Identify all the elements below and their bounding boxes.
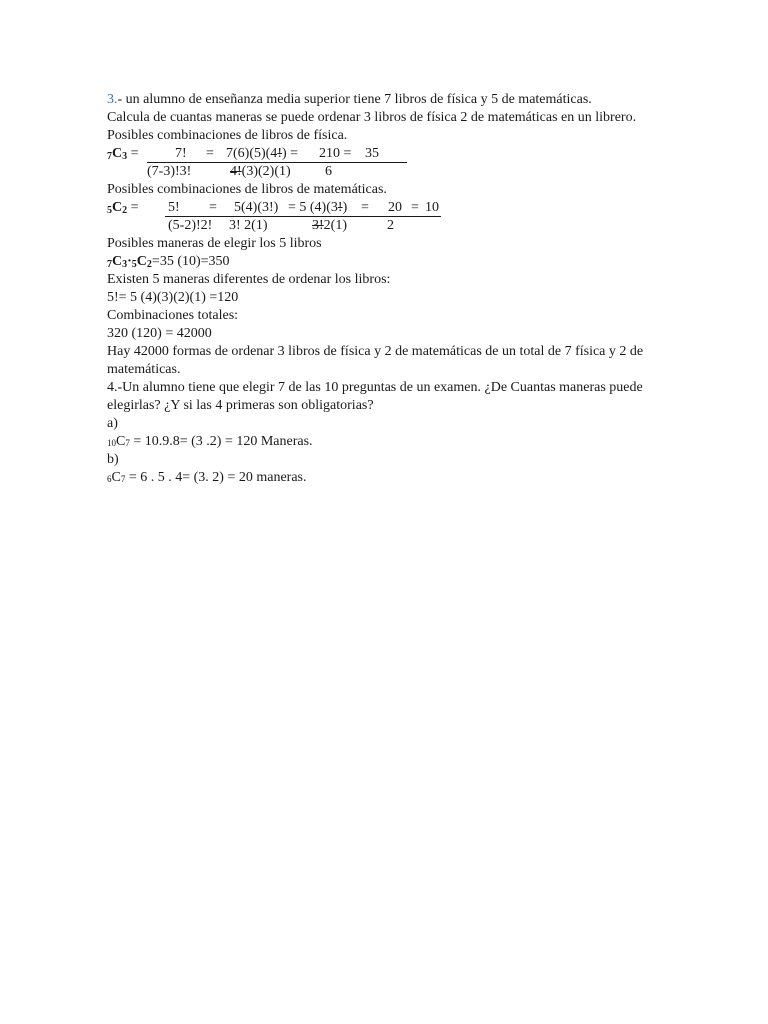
c52-bot-d: 2 bbox=[387, 218, 394, 233]
comb-totales-line: Combinaciones totales: bbox=[107, 308, 239, 323]
mate-heading: Posibles combinaciones de libros de matemáticas. bbox=[107, 182, 387, 197]
total-calc-line: 320 (120) = 42000 bbox=[107, 326, 212, 341]
c52-numerator-row: $_5C_2$ = 5! = 5(4)(3!) = 5 (4)(3!) = 20 = 10 bbox=[107, 199, 667, 217]
c52-symbol: $_5C_2$ = bbox=[107, 200, 139, 216]
c52-result: 10 bbox=[425, 200, 439, 215]
elegir-heading: Posibles maneras de elegir los 5 libros bbox=[107, 236, 322, 251]
c52-bot-a: (5-2)!2! bbox=[168, 218, 213, 233]
part-b-label: b) bbox=[107, 452, 119, 467]
part-a-formula: 10C7 = 10.9.8= (3 .2) = 120 Maneras. bbox=[107, 434, 313, 449]
c52-top-b: 5(4)(3!) bbox=[234, 200, 279, 215]
problem4-intro: 4.-Un alumno tiene que elegir 7 de las 10 preguntas de un examen. ¿De Cuantas maneras puede elegirlas? ¿Y si las 4 primeras son obligatorias? bbox=[107, 380, 643, 413]
document-body bbox=[107, 91, 667, 487]
c73-top-b: 7(6)(5)(4!) = bbox=[226, 146, 299, 161]
c52-top-c: = 5 (4)(3!) bbox=[288, 200, 348, 215]
c52-bot-c: 3!2(1) bbox=[312, 218, 347, 233]
c52-top-d: 20 bbox=[388, 200, 402, 215]
c73-denominator-row bbox=[107, 163, 667, 181]
c52-top-a: 5! bbox=[168, 200, 180, 215]
elegir-formula: $_7C_3\cdot_5C_2=35$ (10)=350 bbox=[107, 254, 230, 270]
c52-denominator-row bbox=[107, 217, 667, 235]
c73-numerator-row: $_7C_3$ = 7! = 7(6)(5)(4!) = 210 = 35 bbox=[107, 145, 667, 163]
c73-top-a: 7! bbox=[175, 146, 187, 161]
part-b-formula: 6C7 = 6 . 5 . 4= (3. 2) = 20 maneras. bbox=[107, 470, 307, 485]
c73-result: 35 bbox=[365, 146, 379, 161]
c73-bot-b: 4!(3)(2)(1) bbox=[230, 164, 291, 179]
problem3-intro-line1: 3.- un alumno de enseñanza media superior tiene 7 libros de física y 5 de matemáticas. bbox=[107, 92, 592, 107]
c73-top-c: 210 = bbox=[319, 146, 352, 161]
c73-bot-c: 6 bbox=[325, 164, 332, 179]
existen-line: Existen 5 maneras diferentes de ordenar los libros: bbox=[107, 272, 391, 287]
part-a-label: a) bbox=[107, 416, 118, 431]
problem3-intro-line2: Calcula de cuantas maneras se puede ordenar 3 libros de física 2 de matemáticas en un librero. bbox=[107, 110, 637, 125]
fisica-heading: Posibles combinaciones de libros de física. bbox=[107, 128, 348, 143]
conclusion-paragraph: Hay 42000 formas de ordenar 3 libros de física y 2 de matemáticas de un total de 7 física y 2 de matemáticas. bbox=[107, 344, 644, 377]
c52-bot-b: 3! 2(1) bbox=[229, 218, 268, 233]
c73-bot-a: (7-3)!3! bbox=[147, 164, 192, 179]
factorial-line: 5!= 5 (4)(3)(2)(1) =120 bbox=[107, 290, 239, 305]
c73-symbol: $_7C_3$ = bbox=[107, 146, 139, 162]
problem-number: 3. bbox=[107, 92, 118, 107]
